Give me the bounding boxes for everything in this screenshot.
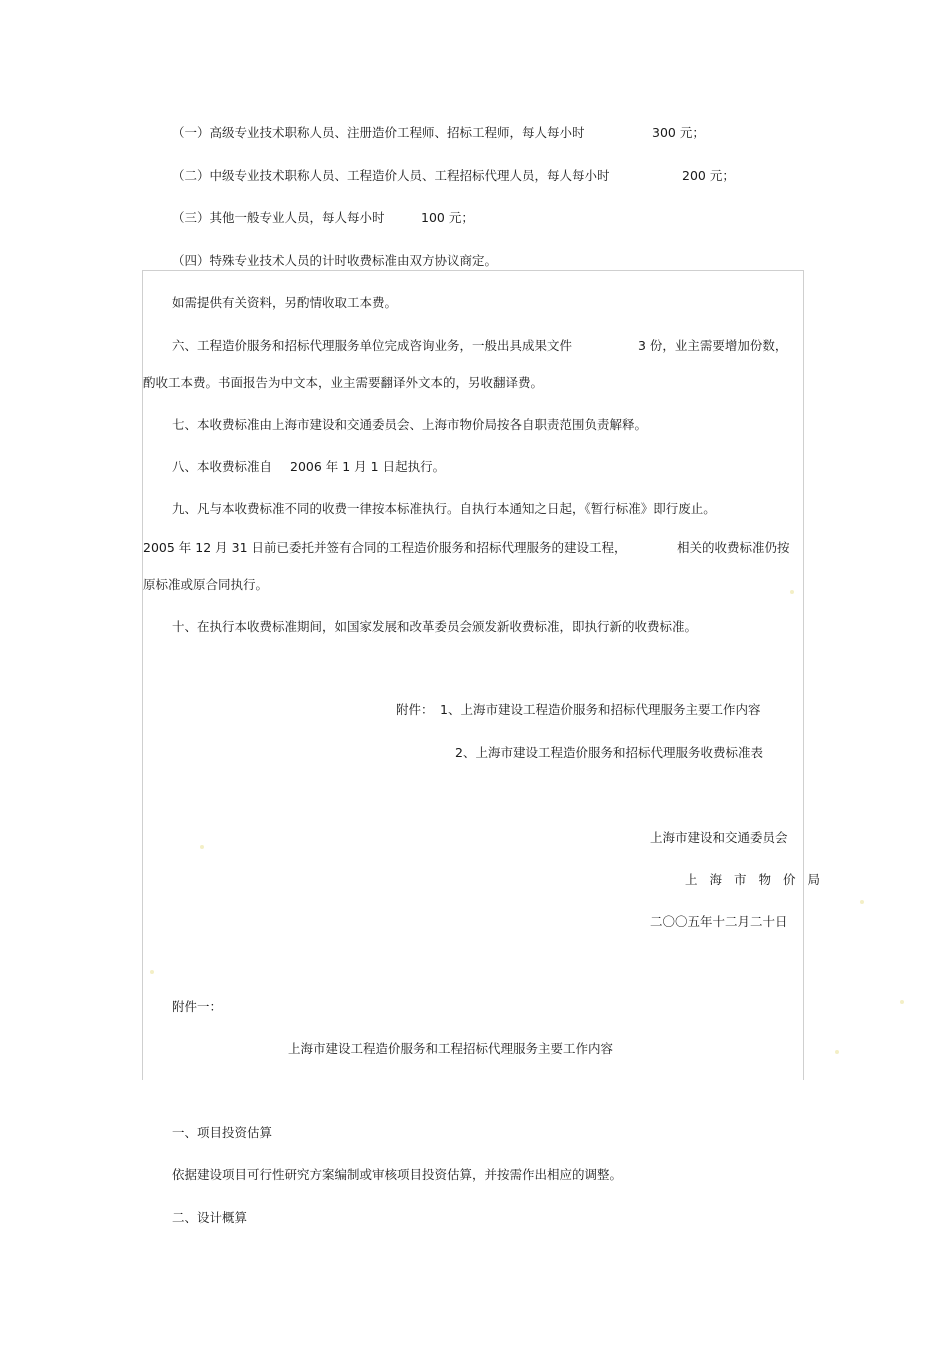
rate-line-1-amount: 300 元； bbox=[652, 125, 705, 140]
page-frame bbox=[142, 270, 804, 1080]
appendix-label: 附件一： bbox=[172, 999, 223, 1014]
clause-10: 十、在执行本收费标准期间，如国家发展和改革委员会颁发新收费标准，即执行新的收费标准。 bbox=[172, 619, 698, 634]
clause-6-line-1b: 3 份，业主需要增加份数， bbox=[638, 338, 788, 353]
background-speck bbox=[860, 900, 864, 904]
clause-9-line-2b: 相关的收费标准仍按 bbox=[677, 540, 790, 555]
clause-8-label: 八、本收费标准自 bbox=[172, 459, 273, 474]
clause-6-line-2: 酌收工本费。书面报告为中文本，业主需要翻译外文本的，另收翻译费。 bbox=[143, 375, 544, 390]
issue-date: 二〇〇五年十二月二十日 bbox=[650, 914, 788, 929]
rate-line-3-amount: 100 元； bbox=[421, 210, 474, 225]
attachments-label: 附件： bbox=[396, 702, 434, 717]
section-1-text: 依据建设项目可行性研究方案编制或审核项目投资估算，并按需作出相应的调整。 bbox=[172, 1167, 623, 1182]
background-speck bbox=[150, 970, 154, 974]
clause-6-line-1: 六、工程造价服务和招标代理服务单位完成咨询业务，一般出具成果文件 bbox=[172, 338, 573, 353]
background-speck bbox=[835, 1050, 839, 1054]
clause-9-line-1: 九、凡与本收费标准不同的收费一律按本标准执行。自执行本通知之日起，《暂行标准》即行废止。 bbox=[172, 501, 716, 516]
rate-line-2-amount: 200 元； bbox=[682, 168, 735, 183]
attachment-item-2: 2、上海市建设工程造价服务和招标代理服务收费标准表 bbox=[455, 745, 763, 760]
rate-line-4: （四）特殊专业技术人员的计时收费标准由双方协议商定。 bbox=[172, 253, 498, 268]
background-speck bbox=[900, 1000, 904, 1004]
section-2-heading: 二、设计概算 bbox=[172, 1210, 248, 1225]
clause-9-line-3: 原标准或原合同执行。 bbox=[143, 577, 269, 592]
materials-fee-paragraph: 如需提供有关资料，另酌情收取工本费。 bbox=[172, 295, 398, 310]
issuer-commission: 上海市建设和交通委员会 bbox=[650, 830, 788, 845]
clause-9-line-2: 2005 年 12 月 31 日前已委托并签有合同的工程造价服务和招标代理服务的建设工程， bbox=[143, 540, 627, 555]
attachment-item-1: 1、上海市建设工程造价服务和招标代理服务主要工作内容 bbox=[440, 702, 761, 717]
issuer-price-bureau: 上海市物价局 bbox=[685, 872, 833, 887]
clause-8-date: 2006 年 1 月 1 日起执行。 bbox=[290, 459, 446, 474]
clause-7: 七、本收费标准由上海市建设和交通委员会、上海市物价局按各自职责范围负责解释。 bbox=[172, 417, 648, 432]
rate-line-3: （三）其他一般专业人员，每人每小时 bbox=[172, 210, 385, 225]
appendix-title: 上海市建设工程造价服务和工程招标代理服务主要工作内容 bbox=[288, 1041, 614, 1056]
rate-line-1: （一）高级专业技术职称人员、注册造价工程师、招标工程师，每人每小时 bbox=[172, 125, 585, 140]
rate-line-2: （二）中级专业技术职称人员、工程造价人员、工程招标代理人员，每人每小时 bbox=[172, 168, 610, 183]
background-speck bbox=[790, 590, 794, 594]
background-speck bbox=[200, 845, 204, 849]
section-1-heading: 一、项目投资估算 bbox=[172, 1125, 273, 1140]
